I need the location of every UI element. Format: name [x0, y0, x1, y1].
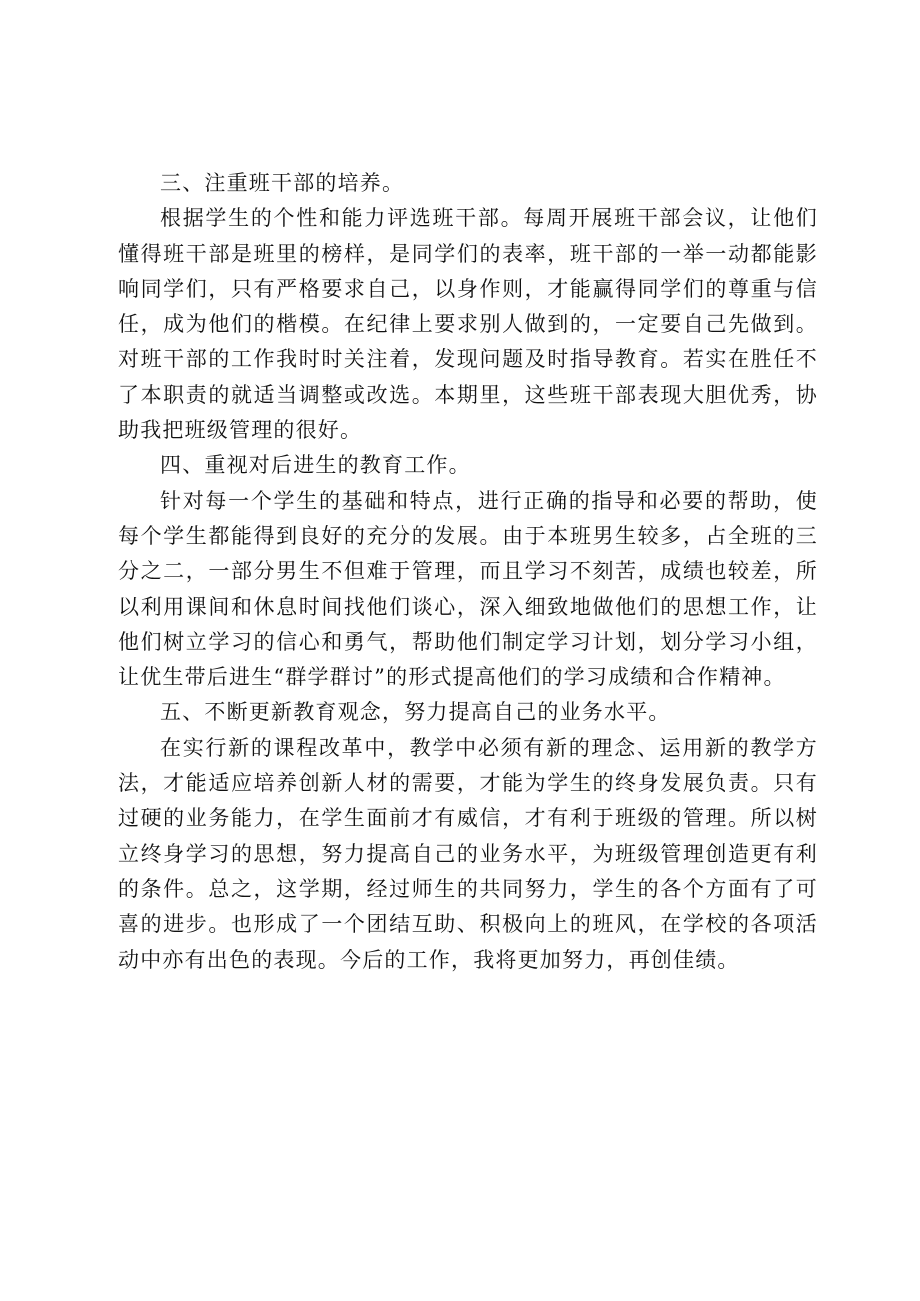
- section-paragraph-3: 根据学生的个性和能力评选班干部。每周开展班干部会议，让他们懂得班干部是班里的榜样，是同学们的表率，班干部的一举一动都能影响同学们，只有严格要求自己，以身作则，才能赢得同学们的尊重与信任，成为他们的楷模。在纪律上要求别人做到的，一定要自己先做到。对班干部的工作我时时关注着，发现问题及时指导教育。若实在胜任不了本职责的就适当调整或改选。本期里，这些班干部表现大胆优秀，协助我把班级管理的很好。: [118, 206, 818, 443]
- section-paragraph-5: 在实行新的课程改革中，教学中必须有新的理念、运用新的教学方法，才能适应培养创新人材的需要，才能为学生的终身发展负责。只有过硬的业务能力，在学生面前才有威信，才有利于班级的管理。所以树立终身学习的思想，努力提高自己的业务水平，为班级管理创造更有利的条件。总之，这学期，经过师生的共同努力，学生的各个方面有了可喜的进步。也形成了一个团结互助、积极向上的班风，在学校的各项活动中亦有出色的表现。今后的工作，我将更加努力，再创佳绩。: [118, 735, 818, 972]
- section-heading-5: 五、不断更新教育观念，努力提高自己的业务水平。: [160, 700, 671, 725]
- section-heading-3: 三、注重班干部的培养。: [160, 171, 405, 195]
- section-heading-4: 四、重视对后进生的教育工作。: [160, 453, 471, 478]
- section-paragraph-4: 针对每一个学生的基础和特点，进行正确的指导和必要的帮助，使每个学生都能得到良好的充分的发展。由于本班男生较多，占全班的三分之二，一部分男生不但难于管理，而且学习不刻苦，成绩也较差，所以利用课间和休息时间找他们谈心，深入细致地做他们的思想工作，让他们树立学习的信心和勇气，帮助他们制定学习计划，划分学习小组，让优生带后进生“群学群讨”的形式提高他们的学习成绩和合作精神。: [118, 488, 818, 690]
- document-body: [118, 166, 818, 978]
